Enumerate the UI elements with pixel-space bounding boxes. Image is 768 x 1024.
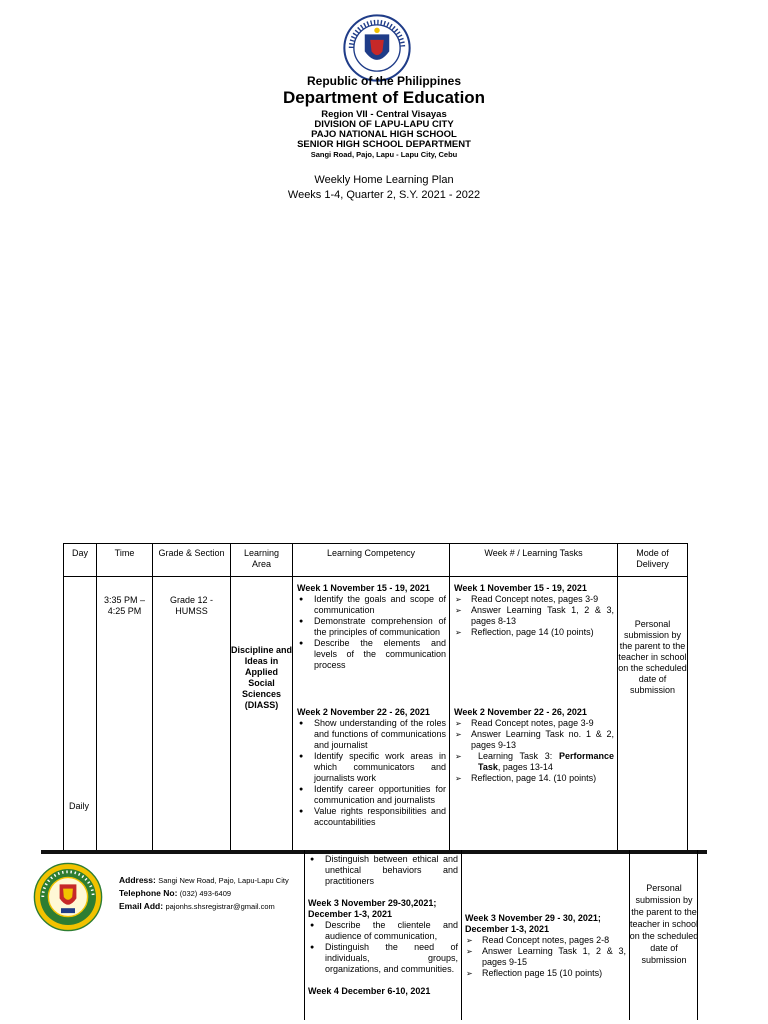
header-time: Time (97, 544, 153, 577)
plan-period: Weeks 1-4, Quarter 2, S.Y. 2021 - 2022 (287, 189, 481, 201)
mode-cell: Personal submission by the parent to the teacher in school on the scheduled date of submission (618, 619, 687, 695)
task-item: ➢ Read Concept notes, pages 2-8 (465, 935, 626, 946)
table-row (64, 577, 688, 851)
grade-cell: Grade 12 - HUMSS (169, 595, 214, 616)
competency-item: ● Show understanding of the roles and functions of communications and journalist (297, 718, 446, 751)
competency-item: ● Identify career opportunities for communication and journalists (297, 784, 446, 806)
task-item: ➢ Read Concept notes, page 3-9 (454, 718, 614, 729)
tasks-week3-title: Week 3 November 29 - 30, 2021; December 1-3, 2021 (465, 913, 601, 934)
email-value: pajonhs.shsregistrar@gmail.com (165, 902, 275, 911)
header-competency: Learning Competency (293, 544, 450, 577)
task-item-performance: ➢ Learning Task 3: Performance Task, pages 13-14 (454, 751, 614, 773)
email-line (119, 900, 289, 913)
competency-item: ● Demonstrate comprehension of the principles of communication (297, 616, 446, 638)
header-mode: Mode of Delivery (618, 544, 688, 577)
competency-week2-title: Week 2 November 22 - 26, 2021 (297, 707, 430, 717)
competency-week3-title: Week 3 November 29-30,2021; December 1-3, 2021 (308, 898, 437, 919)
school-label: PAJO NATIONAL HIGH SCHOOL (311, 129, 457, 140)
competency-item: ● Distinguish the need of individuals, groups, organizations, and communities. (308, 942, 458, 975)
task-item: ➢ Reflection page 15 (10 points) (465, 968, 626, 979)
header-grade: Grade & Section (153, 544, 231, 577)
region-label: Region VII - Central Visayas (321, 109, 447, 120)
task-item: ➢ Reflection, page 14. (10 points) (454, 773, 614, 784)
contact-block (119, 874, 289, 913)
competency-item: ● Distinguish between ethical and unethical behaviors and practitioners (308, 854, 458, 887)
competency-item: ● Describe the clientele and audience of communication, (308, 920, 458, 942)
learning-plan-table (63, 543, 688, 851)
task-item: ➢ Reflection, page 14 (10 points) (454, 627, 614, 638)
school-address: Sangi Road, Pajo, Lapu - Lapu City, Cebu (310, 150, 458, 159)
header-area: Learning Area (231, 544, 293, 577)
phone-value: (032) 493-6409 (179, 889, 232, 898)
table-header-row (64, 544, 688, 577)
day-cell: Daily (69, 801, 90, 811)
deped-seal-logo (343, 14, 411, 82)
header-tasks: Week # / Learning Tasks (450, 544, 618, 577)
header-day: Day (64, 544, 97, 577)
task-item: ➢ Answer Learning Task 1, 2 & 3, pages 8-13 (454, 605, 614, 627)
competency-week1-title: Week 1 November 15 - 19, 2021 (297, 583, 430, 593)
plan-title: Weekly Home Learning Plan (314, 174, 454, 186)
tasks-week1-title: Week 1 November 15 - 19, 2021 (454, 583, 587, 593)
task-item: ➢ Answer Learning Task 1, 2 & 3, pages 9-15 (465, 946, 626, 968)
page2-competency-cell (304, 854, 461, 997)
department-unit-label: SENIOR HIGH SCHOOL DEPARTMENT (297, 139, 471, 150)
learning-area-cell: Discipline and Ideas in Applied Social Sciences (DIASS) (231, 645, 293, 710)
phone-label: Telephone No: (119, 888, 178, 898)
page2-tasks-cell (461, 854, 629, 979)
time-cell: 3:35 PM – 4:25 PM (103, 595, 146, 616)
tasks-cell (450, 577, 617, 850)
competency-item: ● Identify the goals and scope of communication (297, 594, 446, 616)
email-label: Email Add: (119, 901, 164, 911)
task-item: ➢ Read Concept notes, pages 3-9 (454, 594, 614, 605)
task-item: ➢ Answer Learning Task no. 1 & 2, pages 9-13 (454, 729, 614, 751)
address-value: Sangi New Road, Pajo, Lapu-Lapu City (158, 876, 289, 885)
tasks-week2-title: Week 2 November 22 - 26, 2021 (454, 707, 587, 717)
competency-item: ● Value rights responsibilities and accountabilities (297, 806, 446, 828)
performance-task-label: Performance Task (478, 751, 614, 772)
page2-mode-cell: Personal submission by the parent to the teacher in school on the scheduled date of submission (629, 883, 699, 965)
division-label: DIVISION OF LAPU-LAPU CITY (314, 119, 454, 130)
phone-line (119, 887, 289, 900)
department-title: Department of Education (282, 88, 486, 107)
republic-title: Republic of the Philippines (306, 74, 461, 88)
competency-item: ● Identify specific work areas in which communicators and journalists work (297, 751, 446, 784)
school-logo (33, 862, 103, 932)
competency-cell (293, 577, 449, 850)
page-two (0, 850, 768, 1024)
competency-item: ● Describe the elements and levels of the communication process (297, 638, 446, 671)
address-label: Address: (119, 875, 156, 885)
address-line (119, 874, 289, 887)
competency-week4-title: Week 4 December 6-10, 2021 (308, 986, 431, 996)
